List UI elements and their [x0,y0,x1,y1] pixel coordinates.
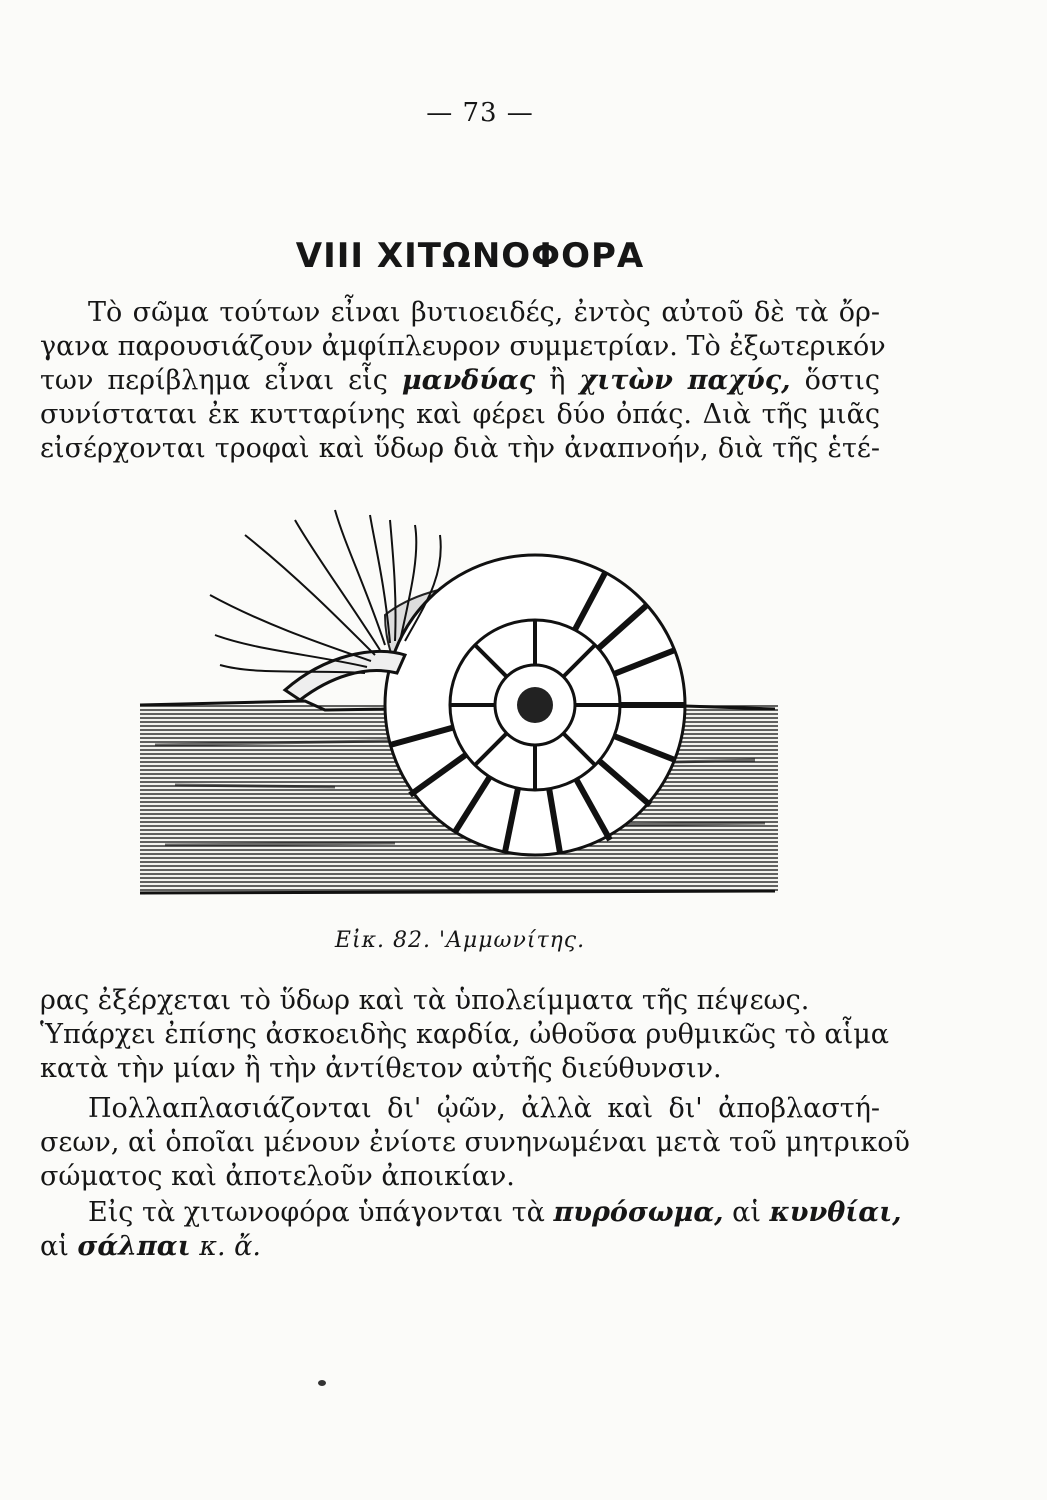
term-chiton: χιτὼν παχύς, [579,365,791,396]
spiral-shell [385,555,685,855]
text-line [40,364,880,398]
text-line: σεων, αἱ ὁποῖαι μένουν ἐνίοτε συνηνωμέναι μετὰ τοῦ μητρικοῦ [40,1127,910,1158]
text-line: συνίσταται ἐκ κυτταρίνης καὶ φέρει δύο ὀπάς. Διὰ τῆς μιᾶς [40,399,880,430]
term-pyrosoma: πυρόσωμα, [553,1197,724,1228]
term-kynthiai: κυνθίαι, [769,1197,902,1228]
page-number: — 73 — [426,98,534,128]
ink-speck [318,1380,326,1386]
text-line: ρας ἐξέρχεται τὸ ὕδωρ καὶ τὰ ὑπολείμματα τῆς πέψεως. [40,985,810,1016]
paragraph-reproduction [40,1092,910,1194]
text-line: Πολλαπλασιάζονται δι' ᾠῶν, ἀλλὰ καὶ δι' ἀποβλαστή- [88,1093,880,1124]
text-line: γανα παρουσιάζουν ἀμφίπλευρον συμμετρίαν. Τὸ ἐξωτερικόν [40,331,886,362]
text-segment: των περίβλημα εἶναι εἷς [40,365,388,396]
ammonite-illustration [135,505,780,910]
text-line: Τὸ σῶμα τούτων εἶναι βυτιοειδές, ἐντὸς αὐτοῦ δὲ τὰ ὄρ- [88,297,880,328]
text-line [40,1196,902,1230]
paragraph-intro [40,296,886,466]
text-segment: αἱ [40,1231,69,1262]
paragraph-examples [40,1196,902,1264]
text-line: Ὑπάρχει ἐπίσης ἀσκοειδὴς καρδία, ὠθοῦσα ρυθμικῶς τὸ αἷμα [40,1019,890,1050]
term-mandyas: μανδύας [401,365,536,396]
text-line [40,1230,880,1264]
chapter-title: VIII ΧΙΤΩΝΟΦΟΡΑ [295,236,645,276]
text-segment: Εἰς τὰ χιτωνοφόρα ὑπάγονται τὰ [88,1197,545,1228]
text-segment: κ. ἄ. [199,1231,261,1262]
text-segment: αἱ [732,1197,761,1228]
text-segment: ἢ [549,365,566,396]
figure-caption: Εἰκ. 82. 'Αμμωνίτης. [334,928,586,953]
text-segment: ὅστις [804,365,880,396]
term-salpai: σάλπαι [77,1231,191,1262]
text-line: εἰσέρχονται τροφαὶ καὶ ὕδωρ διὰ τὴν ἀναπνοήν, διὰ τῆς ἑτέ- [40,433,880,464]
text-line: σώματος καὶ ἀποτελοῦν ἀποικίαν. [40,1161,515,1192]
paragraph-continuation [40,984,890,1086]
text-line: κατὰ τὴν μίαν ἢ τὴν ἀντίθετον αὐτῆς διεύθυνσιν. [40,1053,722,1084]
